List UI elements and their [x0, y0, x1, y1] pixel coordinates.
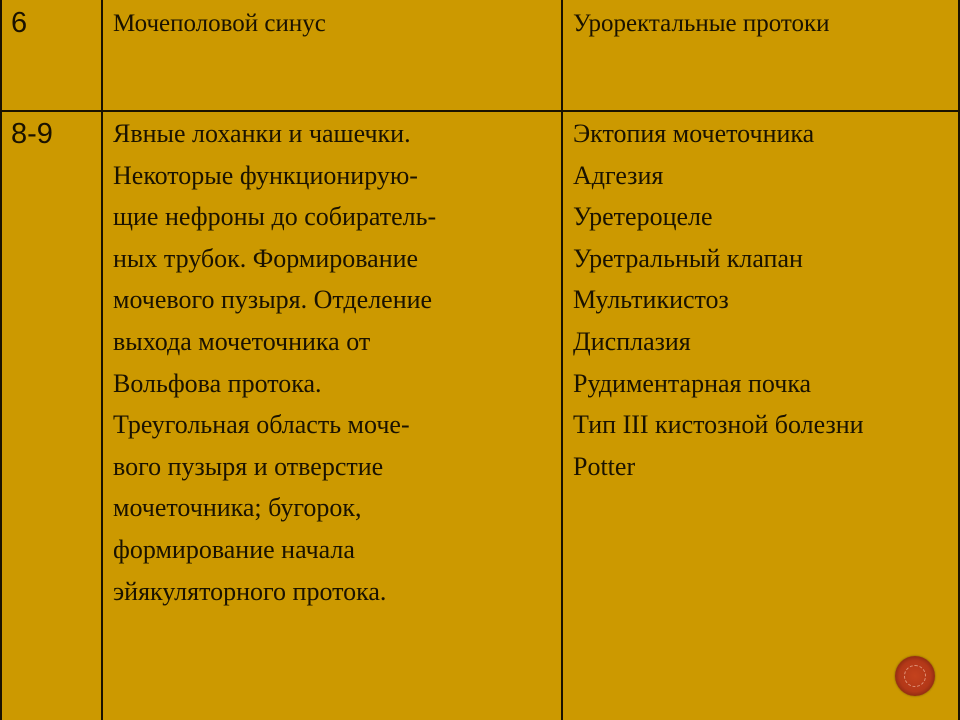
- row2-col3-text: [573, 113, 864, 487]
- text-line: эйякуляторного протока.: [113, 576, 387, 606]
- text-line: Дисплазия: [573, 326, 691, 356]
- text-line: мочевого пузыря. Отделение: [113, 285, 433, 315]
- stage-cell-row2: 8-9: [11, 118, 53, 150]
- table-border-row: [0, 110, 960, 112]
- text-line: Тип III кистозной болезни: [573, 410, 864, 440]
- text-line: Уретральный клапан: [573, 243, 803, 273]
- circular-nav-icon[interactable]: [895, 656, 935, 696]
- table-border-col1: [101, 0, 103, 720]
- text-line: Мочеполовой синус: [113, 10, 326, 37]
- text-line: Potter: [573, 451, 636, 481]
- text-line: мочеточника; бугорок,: [113, 493, 362, 523]
- text-line: Рудиментарная почка: [573, 368, 812, 398]
- text-line: Некоторые функционирую-: [113, 160, 418, 190]
- text-line: Явные лоханки и чашечки.: [113, 119, 411, 148]
- text-line: выхода мочеточника от: [113, 326, 371, 356]
- text-line: Вольфова протока.: [113, 368, 322, 398]
- text-line: щие нефроны до собиратель-: [113, 202, 437, 232]
- row1-col2-text: [113, 9, 326, 39]
- text-line: вого пузыря и отверстие: [113, 451, 384, 481]
- text-line: Уретероцеле: [573, 202, 713, 232]
- stage-cell-row1: 6: [11, 7, 28, 39]
- row2-col2-text: [113, 113, 436, 612]
- text-line: ных трубок. Формирование: [113, 243, 419, 273]
- table-border-left: [0, 0, 2, 720]
- text-line: Эктопия мочеточника: [573, 119, 815, 148]
- text-line: Адгезия: [573, 160, 664, 190]
- text-line: Мультикистоз: [573, 285, 729, 315]
- table-border-col2: [561, 0, 563, 720]
- text-line: формирование начала: [113, 534, 355, 564]
- text-line: Уроректальные протоки: [573, 10, 830, 37]
- row1-col3-text: [573, 9, 830, 39]
- text-line: Треугольная область моче-: [113, 410, 410, 440]
